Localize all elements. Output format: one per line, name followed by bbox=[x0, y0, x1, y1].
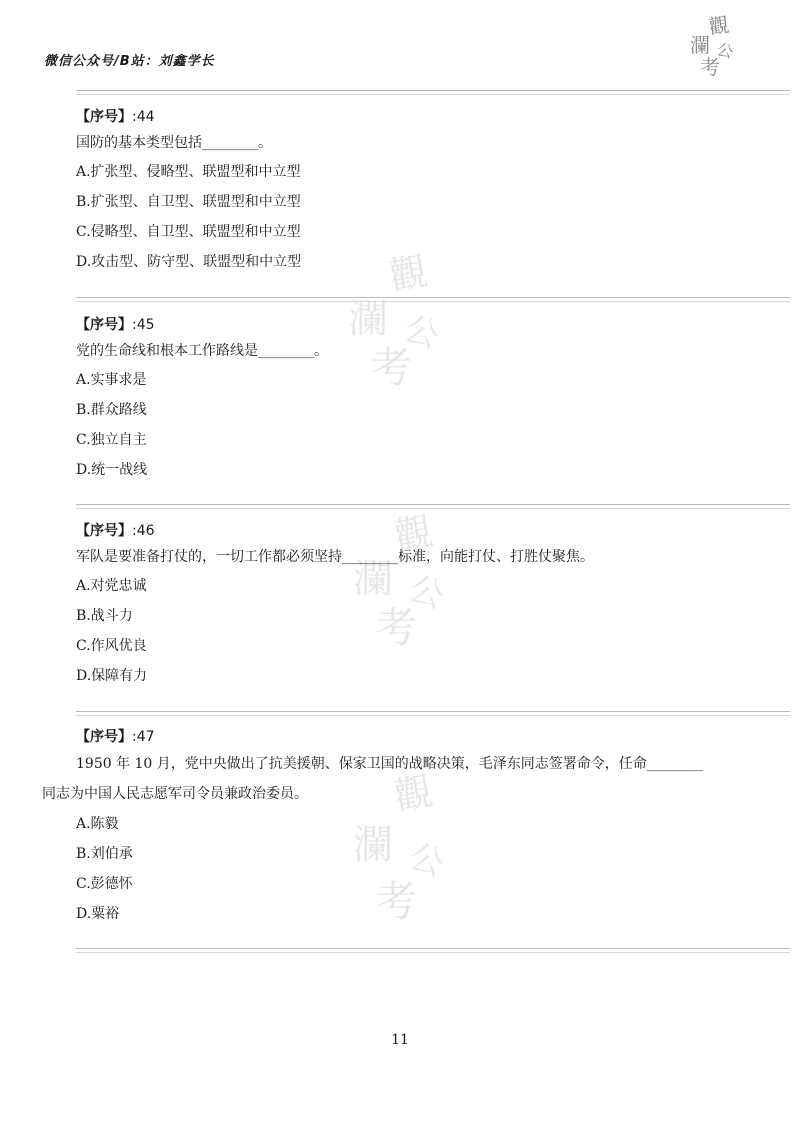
question-label: 【序号】 bbox=[76, 523, 132, 539]
option-a: A.陈毅 bbox=[76, 816, 119, 832]
svg-text:觀: 觀 bbox=[707, 12, 731, 39]
option-d: D.粟裕 bbox=[76, 906, 120, 922]
question-block bbox=[76, 313, 776, 485]
option-b: B.战斗力 bbox=[76, 608, 133, 624]
option-a: A.实事求是 bbox=[76, 372, 147, 388]
question-stem: 党的生命线和根本工作路线是________。 bbox=[76, 343, 328, 359]
question-stem: 1950 年 10 月，党中央做出了抗美援朝、保家卫国的战略决策，毛泽东同志签署命令，任命________ bbox=[76, 756, 703, 772]
option-c: C.作风优良 bbox=[76, 638, 147, 654]
option-d: D.攻击型、防守型、联盟型和中立型 bbox=[76, 254, 302, 270]
svg-text:瀾: 瀾 bbox=[353, 556, 393, 602]
svg-text:公: 公 bbox=[404, 568, 449, 618]
divider-top bbox=[76, 90, 790, 95]
question-number bbox=[76, 105, 776, 129]
question-stem: 国防的基本类型包括________。 bbox=[76, 135, 272, 151]
svg-text:公: 公 bbox=[404, 836, 449, 886]
question-index: :45 bbox=[132, 317, 155, 333]
svg-text:公: 公 bbox=[399, 308, 444, 358]
question-block bbox=[76, 519, 790, 691]
svg-text:觀: 觀 bbox=[390, 770, 437, 819]
option-c: C.独立自主 bbox=[76, 432, 147, 448]
question-index: :46 bbox=[132, 523, 155, 539]
option-c: C.彭德怀 bbox=[76, 876, 133, 892]
question-label: 【序号】 bbox=[76, 729, 132, 745]
option-a: A.对党忠诚 bbox=[76, 578, 147, 594]
question-number bbox=[76, 725, 790, 749]
svg-text:瀾: 瀾 bbox=[353, 822, 393, 868]
header-source-text: 微信公众号/B站：刘鑫学长 bbox=[44, 54, 215, 69]
svg-text:瀾: 瀾 bbox=[348, 296, 388, 342]
question-stem-continued: 同志为中国人民志愿军司令员兼政治委员。 bbox=[42, 786, 308, 802]
divider bbox=[76, 297, 790, 302]
question-number bbox=[76, 313, 776, 337]
question-block bbox=[76, 105, 776, 277]
option-b: B.群众路线 bbox=[76, 402, 147, 418]
divider-bottom bbox=[76, 948, 790, 953]
svg-text:觀: 觀 bbox=[385, 250, 432, 299]
brand-logo bbox=[680, 8, 760, 78]
svg-text:考: 考 bbox=[370, 343, 413, 390]
svg-text:瀾: 瀾 bbox=[690, 33, 710, 57]
question-index: :47 bbox=[132, 729, 155, 745]
option-a: A.扩张型、侵略型、联盟型和中立型 bbox=[76, 164, 301, 180]
question-block bbox=[42, 725, 790, 929]
option-b: B.刘伯承 bbox=[76, 846, 133, 862]
divider bbox=[76, 504, 790, 509]
svg-text:考: 考 bbox=[375, 603, 418, 650]
svg-text:觀: 觀 bbox=[390, 510, 437, 559]
question-index: :44 bbox=[132, 109, 155, 125]
option-d: D.保障有力 bbox=[76, 668, 148, 684]
question-label: 【序号】 bbox=[76, 317, 132, 333]
question-stem: 军队是要准备打仗的，一切工作都必须坚持________标准，向能打仗、打胜仗聚焦。 bbox=[76, 549, 594, 565]
option-c: C.侵略型、自卫型、联盟型和中立型 bbox=[76, 224, 301, 240]
option-b: B.扩张型、自卫型、联盟型和中立型 bbox=[76, 194, 301, 210]
page-number: 11 bbox=[391, 1032, 409, 1048]
question-label: 【序号】 bbox=[76, 109, 132, 125]
svg-text:考: 考 bbox=[700, 55, 720, 78]
svg-text:考: 考 bbox=[375, 877, 418, 926]
option-d: D.统一战线 bbox=[76, 462, 148, 478]
question-number bbox=[76, 519, 790, 543]
divider bbox=[76, 711, 790, 716]
svg-text:公: 公 bbox=[714, 39, 736, 63]
